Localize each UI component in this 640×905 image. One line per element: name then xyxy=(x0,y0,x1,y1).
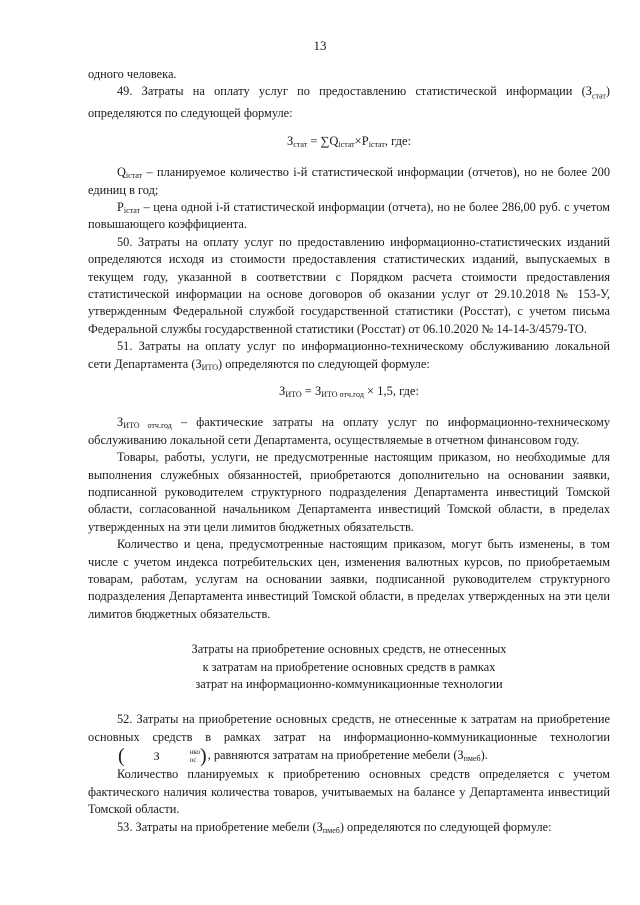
definition-q: $Q_{iстат}$ – планируемое количество i-й статистической информации (отчетов), но не более 200 единиц в год; xyxy=(88,165,610,197)
paragraph-52: 52. Затраты на приобретение основных средств, не отнесенные к затратам на приобретение основных средств в рамках затрат на информационно-коммуникационные технологии ( З нко ос ), равняются затратам на приобретение мебели $(З_{пмеб})$. xyxy=(88,712,610,768)
paragraph-quantity: Количество и цена, предусмотренные настоящим приказом, могут быть изменены, в том числе с учетом индекса потребительских цен, изменения валютных курсов, по приобретаемым товарам, работам, услугам на основании заявки, подписанной руководителем структурного подразделения Департамента инвестиций Томской области, в пределах утвержденных на эти цели лимитов бюджетных обязательств. xyxy=(88,537,610,621)
paragraph-plan: Количество планируемых к приобретению основных средств определяется с учетом фактического наличия количества товаров, учитываемых на балансе у Департамента инвестиций Томской области. xyxy=(88,767,610,817)
paragraph-continuation: одного человека. xyxy=(88,67,177,81)
symbol-z-nko-os: ( З нко ос ) xyxy=(118,745,207,768)
definition-p: $P_{iстат}$ – цена одной i-й статистической информации (отчета), но не более 286,00 руб. с учетом повышающего коэффициента. xyxy=(88,199,610,232)
paragraph-53: 53. Затраты на приобретение мебели $(З_{пмеб})$ определяются по следующей формуле: xyxy=(117,819,552,835)
paragraph-49: 49. Затраты на оплату услуг по предоставлению статистической информации $(З_{стат})$ определяются по следующей формуле: xyxy=(88,84,610,121)
formula-statistics: $З_{стат} = \sum Q_{iстат}\times P_{iстат}$, где: xyxy=(286,133,412,149)
page-number: 13 xyxy=(313,38,327,53)
paragraph-51: 51. Затраты на оплату услуг по информационно-техническому обслуживанию локальной сети Департамента $(З_{ИТО})$ определяются по следующей формуле: xyxy=(88,339,610,372)
document-body xyxy=(88,66,610,836)
formula-ito: $З_{ИТО} = З_{ИТО отч.год} \times 1,5$, где: xyxy=(279,383,419,399)
paragraph-50: 50. Затраты на оплату услуг по предоставлению информационно-статистических изданий определяются исходя из стоимости предоставления статистических изданий, выпускаемых в текущем году, указанной в соответствии с Порядком расчета стоимости предоставления статистической информации на основе договоров об оказании услуг от 29.10.2018 № 153-У, утвержденным Федеральной службой государственной статистики (Росстат), с учетом письма Федеральной службы государственной статистики (Росстат) от 06.10.2020 № 14-14-3/4579-ТО. xyxy=(88,234,610,336)
paragraph-goods: Товары, работы, услуги, не предусмотренные настоящим приказом, но необходимые для выполнения служебных обязанностей, приобретаются дополнительно на основании заявки, подписанной руководителем структурного подразделения Департамента инвестиций Томской области, согласованной начальником Департамента инвестиций Томской области, в пределах утвержденных на эти цели лимитов бюджетных обязательств. xyxy=(88,450,610,534)
section-title: Затраты на приобретение основных средств, не отнесенных к затратам на приобретение основных средств в рамках затрат на информационно-коммуникационные технологии xyxy=(191,642,507,692)
definition-z-ito: $З_{ИТО отч.год}$ – фактические затраты на оплату услуг по информационно-техническому обслуживанию локальной сети Департамента, осуществляемые в отчетном финансовом году. xyxy=(88,415,610,447)
